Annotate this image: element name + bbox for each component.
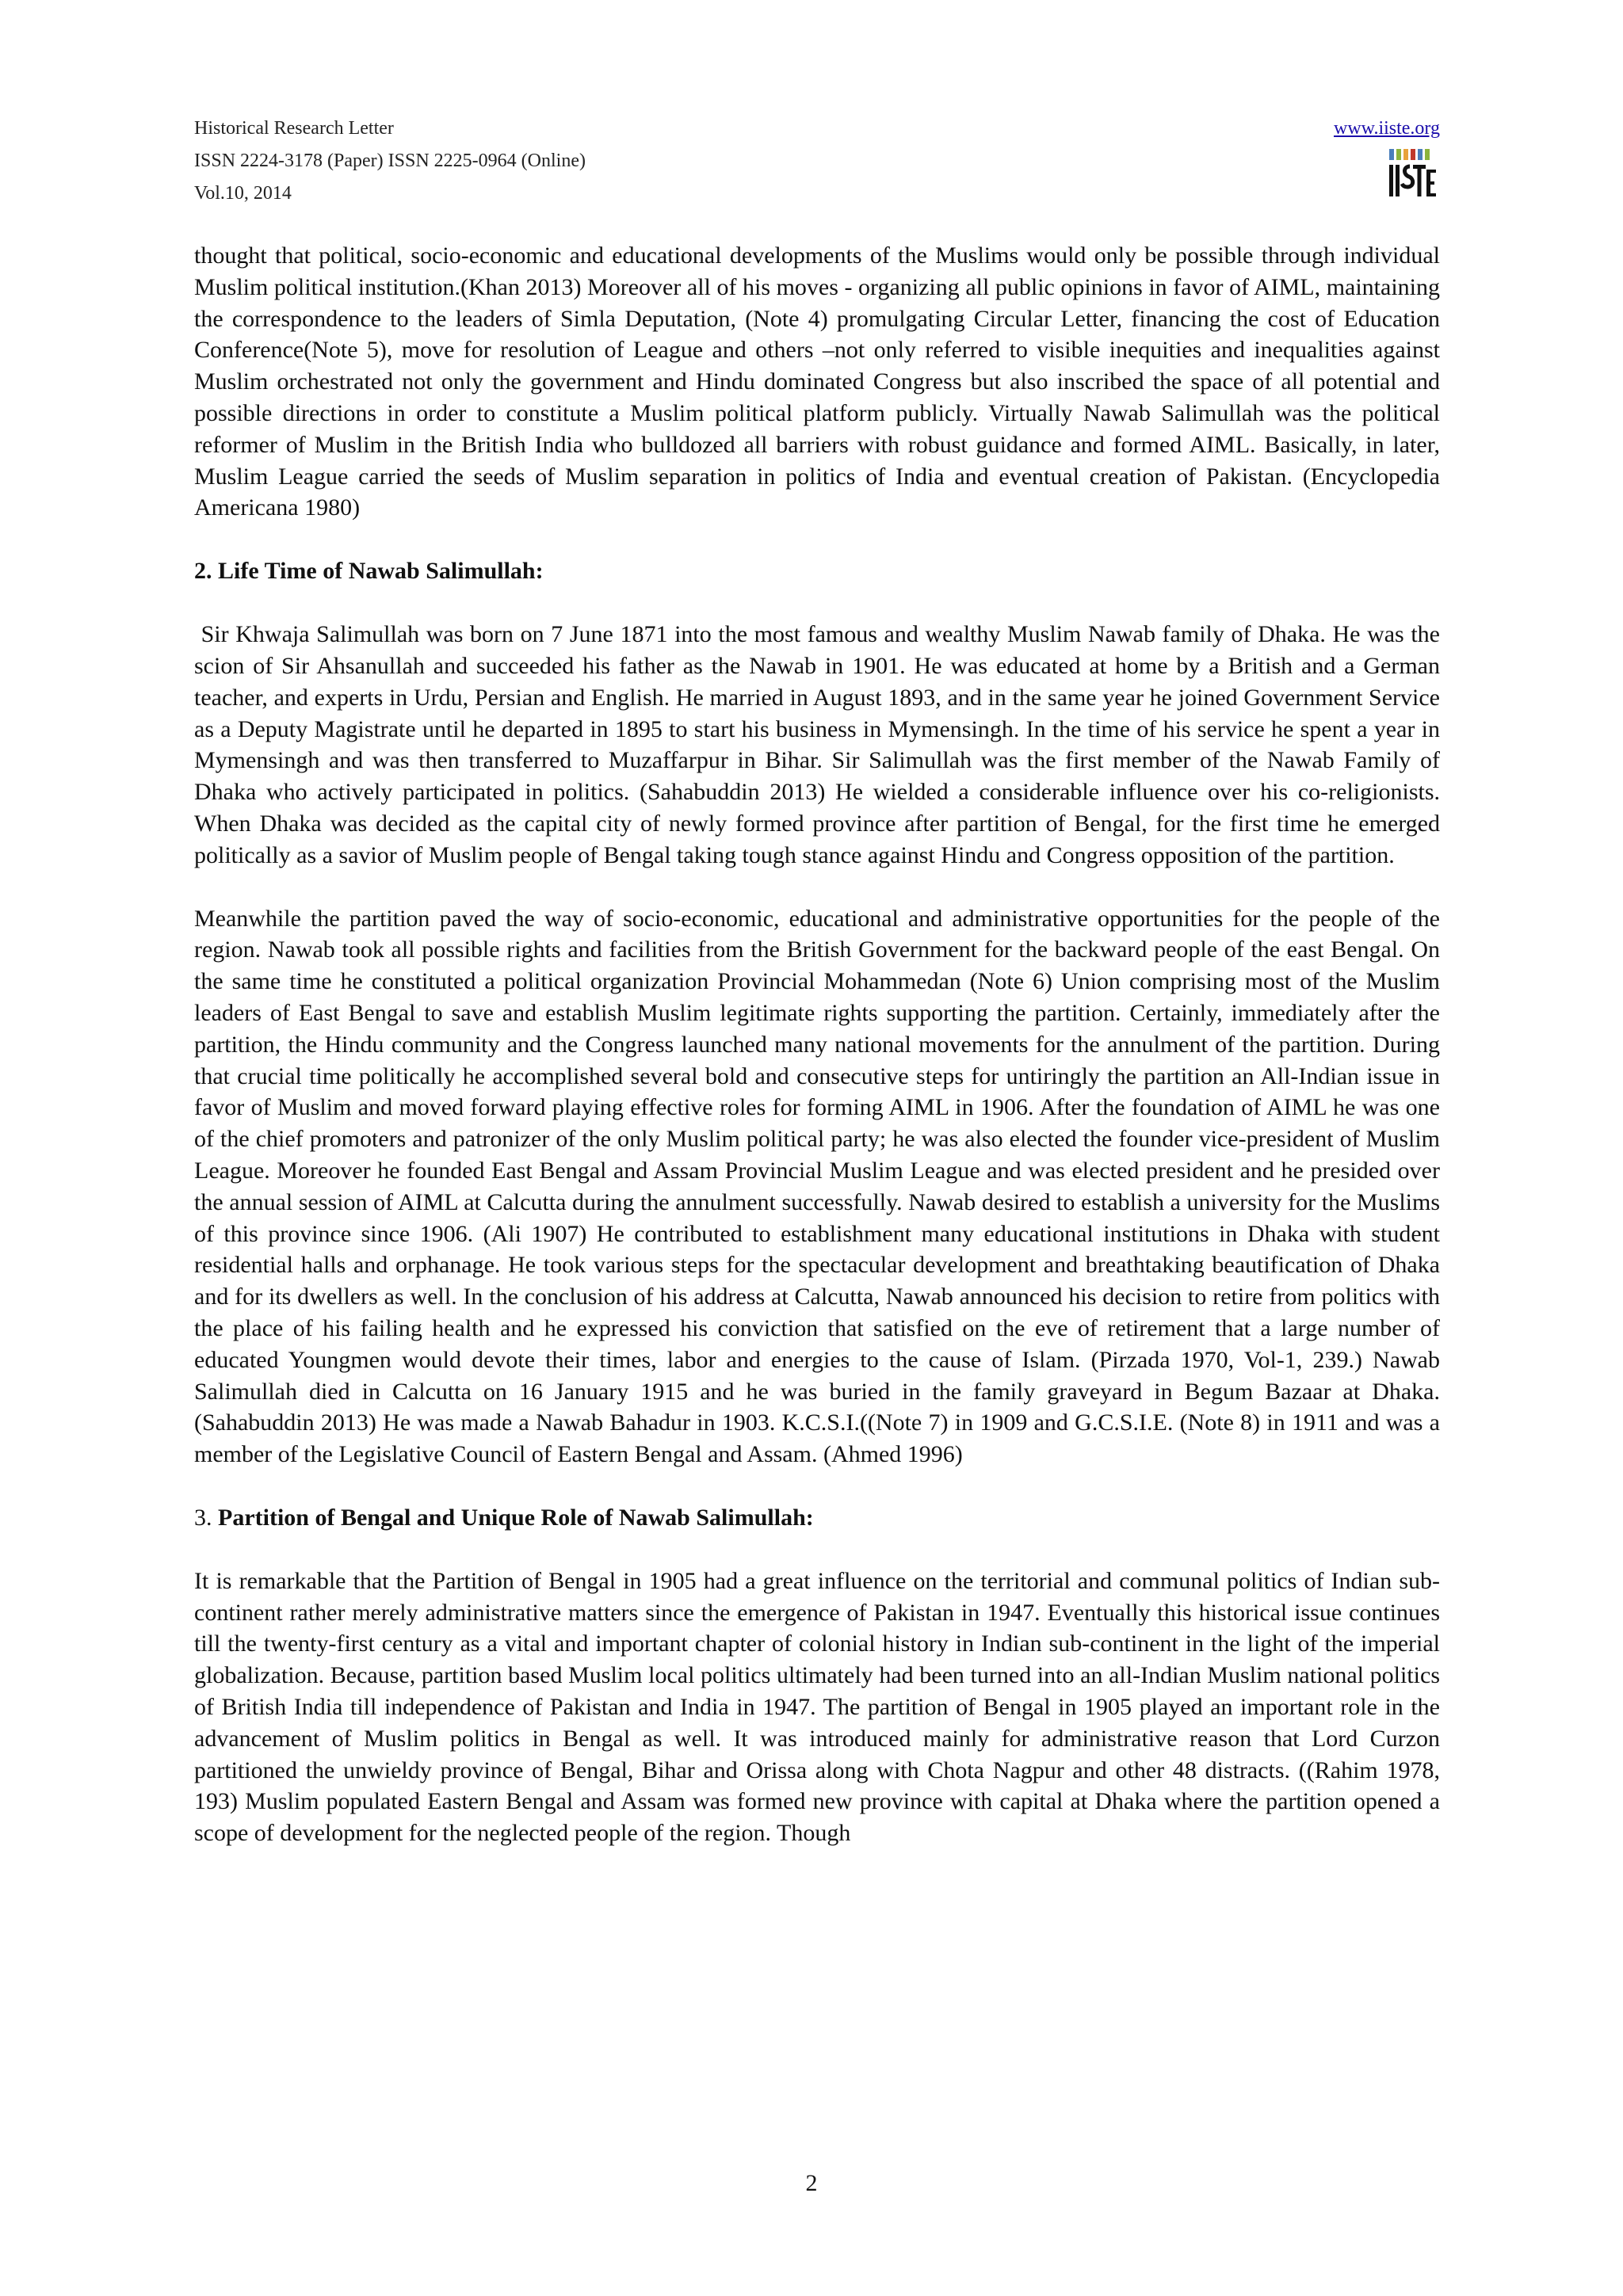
- section-heading-3-number: 3.: [194, 1504, 218, 1531]
- website-link[interactable]: www.iiste.org: [1334, 118, 1440, 139]
- paragraph-life-time: Sir Khwaja Salimullah was born on 7 June 1871 into the most famous and wealthy Muslim Nawab family of Dhaka. He was the scion of Sir Ahsanullah and succeeded his father as the Nawab in 1901. He was educated at home by a British and a German teacher, and experts in Urdu, Persian and English. He married in August 1893, and in the same year he joined Government Service as a Deputy Magistrate until he departed in 1895 to start his business in Mymensingh. In the time of his service he spent a year in Mymensingh and was then transferred to Muzaffarpur in Bihar. Sir Salimullah was the first member of the Nawab Family of Dhaka who actively participated in politics. (Sahabuddin 2013) He wielded a considerable influence over his co-religionists. When Dhaka was decided as the capital city of newly formed province after partition of Bengal, for the first time he emerged politically as a savior of Muslim people of Bengal taking tough stance against Hindu and Congress opposition of the partition.: [194, 621, 1446, 868]
- iiste-logo: [1388, 147, 1437, 201]
- journal-name: Historical Research Letter: [194, 118, 394, 139]
- journal-info: [194, 113, 586, 210]
- paragraph-intro-continued: thought that political, socio-economic and educational developments of the Muslims would only be possible through individual Muslim political institution.(Khan 2013) Moreover all of his moves - organizing all public opinions in favor of AIML, maintaining the correspondence to the leaders of Simla Deputation, (Note 4) promulgating Circular Letter, financing the cost of Education Conference(Note 5), move for resolution of League and others –not only referred to visible inequities and inequalities against Muslim orchestrated not only the government and Hindu dominated Congress but also inscribed the space of all potential and possible directions in order to constitute a Muslim political platform publicly. Virtually Nawab Salimullah was the political reformer of Muslim in the British India who bulldozed all barriers with robust guidance and formed AIML. Basically, in later, Muslim League carried the seeds of Muslim separation in politics of India and eventual creation of Pakistan. (Encyclopedia Americana 1980): [194, 242, 1440, 521]
- issn-line: ISSN 2224-3178 (Paper) ISSN 2225-0964 (Online): [194, 151, 586, 171]
- section-heading-3: [194, 1502, 1440, 1534]
- article-body: [194, 240, 1446, 1849]
- section-heading-3-title: Partition of Bengal and Unique Role of Nawab Salimullah:: [218, 1504, 814, 1531]
- page-header: [194, 113, 1440, 208]
- section-heading-2-text: 2. Life Time of Nawab Salimullah:: [194, 558, 544, 585]
- volume-line: Vol.10, 2014: [194, 183, 292, 204]
- paragraph-partition: It is remarkable that the Partition of Bengal in 1905 had a great influence on the territorial and communal politics of Indian sub-continent rather merely administrative matters since the emergence of Pakistan in 1947. Eventually this historical issue continues till the twenty-first century as a vital and important chapter of colonial history in Indian sub-continent in the light of the imperial globalization. Because, partition based Muslim local politics ultimately had been turned into an all-Indian Muslim national politics of British India till independence of Pakistan and India in 1947. The partition of Bengal in 1905 played an important role in the advancement of Muslim politics in Bengal as well. It was introduced mainly for administrative reason that Lord Curzon partitioned the unwieldy province of Bengal, Bihar and Orissa along with Chota Nagpur and other 48 distracts. ((Rahim 1978, 193) Muslim populated Eastern Bengal and Assam was formed new province with capital at Dhaka where the partition opened a scope of development for the neglected people of the region. Though: [194, 1567, 1440, 1847]
- paragraph-meanwhile: Meanwhile the partition paved the way of socio-economic, educational and administrative opportunities for the people of the region. Nawab took all possible rights and facilities from the British Government for the backward people of the east Bengal. On the same time he constituted a political organization Provincial Mohammedan (Note 6) Union comprising most of the Muslim leaders of East Bengal to save and establish Muslim legitimate rights supporting the partition. Certainly, immediately after the partition, the Hindu community and the Congress launched many national movements for the annulment of the partition. During that crucial time politically he accomplished several bold and consecutive steps for untiringly the partition an All-Indian issue in favor of Muslim and moved forward playing effective roles for forming AIML in 1906. After the foundation of AIML he was one of the chief promoters and patronizer of the only Muslim political party; he was also elected the founder vice-president of Muslim League. Moreover he founded East Bengal and Assam Provincial Muslim League and was elected president and he presided over the annual session of AIML at Calcutta during the annulment successfully. Nawab desired to establish a university for the Muslims of this province since 1906. (Ali 1907) He contributed to establishment many educational institutions in Dhaka with student residential halls and orphanage. He took various steps for the spectacular development and breathtaking beautification of Dhaka and for its dwellers as well. In the conclusion of his address at Calcutta, Nawab announced his decision to retire from politics with the place of his failing health and he expressed his conviction that satisfied on the eve of retirement that a large number of educated Youngmen would devote their times, labor and energies to the cause of Islam. (Pirzada 1970, Vol-1, 239.) Nawab Salimullah died in Calcutta on 16 January 1915 and he was buried in the family graveyard in Begum Bazaar at Dhaka. (Sahabuddin 2013) He was made a Nawab Bahadur in 1903. K.C.S.I.((Note 7) in 1909 and G.C.S.I.E. (Note 8) in 1911 and was a member of the Legislative Council of Eastern Bengal and Assam. (Ahmed 1996): [194, 905, 1440, 1468]
- page-number: 2: [805, 2170, 818, 2196]
- section-heading-2: [194, 555, 1440, 587]
